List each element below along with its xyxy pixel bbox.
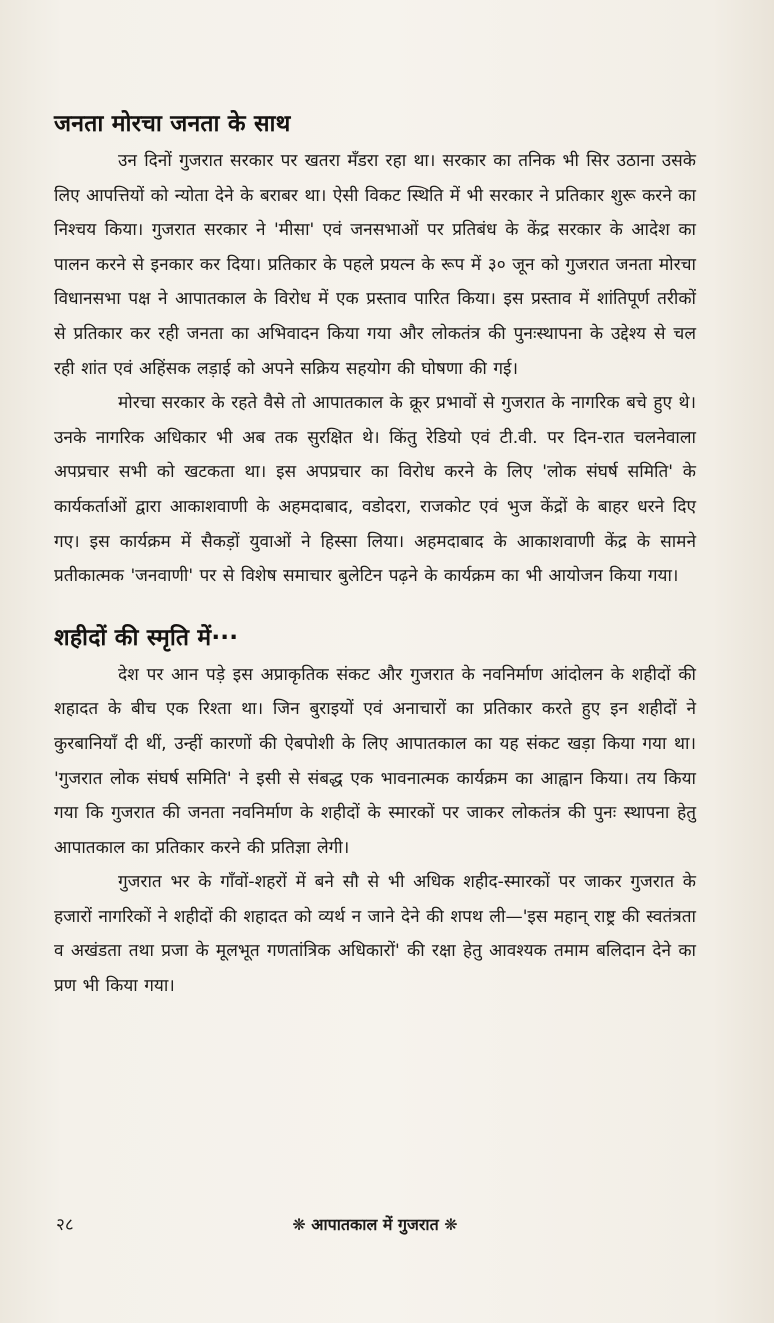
page-body — [54, 108, 696, 1004]
paragraph-3: देश पर आन पड़े इस अप्राकृतिक संकट और गुजरात के नवनिर्माण आंदोलन के शहीदों की शहादत के बीच एक रिश्ता था। जिन बुराइयों एवं अनाचारों का प्रतिकार करते हुए इन शहीदों ने कुरबानियाँ दी थीं, उन्हीं कारणों की ऐबपोशी के लिए आपातकाल का यह संकट खड़ा किया गया था। 'गुजरात लोक संघर्ष समिति' ने इसी से संबद्ध एक भावनात्मक कार्यक्रम का आह्वान किया। तय किया गया कि गुजरात की जनता नवनिर्माण के शहीदों के स्मारकों पर जाकर लोकतंत्र की पुनः स्थापना हेतु आपातकाल का प्रतिकार करने की प्रतिज्ञा लेगी। — [54, 664, 696, 858]
paragraph-4: गुजरात भर के गाँवों-शहरों में बने सौ से भी अधिक शहीद-स्मारकों पर जाकर गुजरात के हजारों नागरिकों ने शहीदों की शहादत को व्यर्थ न जाने देने की शपथ ली—'इस महान् राष्ट्र की स्वतंत्रता व अखंडता तथा प्रजा के मूलभूत गणतांत्रिक अधिकारों' की रक्षा हेतु आवश्यक तमाम बलिदान देने का प्रण भी किया गया। — [54, 872, 696, 997]
paragraph-1: उन दिनों गुजरात सरकार पर खतरा मँडरा रहा था। सरकार का तनिक भी सिर उठाना उसके लिए आपत्तियों को न्योता देने के बराबर था। ऐसी विकट स्थिति में भी सरकार ने प्रतिकार शुरू करने का निश्चय किया। गुजरात सरकार ने 'मीसा' एवं जनसभाओं पर प्रतिबंध के केंद्र सरकार के आदेश का पालन करने से इनकार कर दिया। प्रतिकार के पहले प्रयत्न के रूप में ३० जून को गुजरात जनता मोरचा विधानसभा पक्ष ने आपातकाल के विरोध में एक प्रस्ताव पारित किया। इस प्रस्ताव में शांतिपूर्ण तरीकों से प्रतिकार कर रही जनता का अभिवादन किया गया और लोकतंत्र की पुनःस्थापना के उद्देश्य से चल रही शांत एवं अहिंसक लड़ाई को अपने सक्रिय सहयोग की घोषणा की गई। — [54, 151, 696, 379]
section-spacer — [54, 594, 696, 622]
section-heading-janata-morcha: जनता मोरचा जनता के साथ — [54, 111, 291, 137]
section-heading-shahid-smriti: शहीदों की स्मृति में··· — [54, 624, 239, 651]
paragraph-2: मोरचा सरकार के रहते वैसे तो आपातकाल के क्रूर प्रभावों से गुजरात के नागरिक बचे हुए थे। उनके नागरिक अधिकार भी अब तक सुरक्षित थे। किंतु रेडियो एवं टी.वी. पर दिन-रात चलनेवाला अपप्रचार सभी को खटकता था। इस अपप्रचार का विरोध करने के लिए 'लोक संघर्ष समिति' के कार्यकर्ताओं द्वारा आकाशवाणी के अहमदाबाद, वडोदरा, राजकोट एवं भुज केंद्रों के बाहर धरने दिए गए। इस कार्यक्रम में सैकड़ों युवाओं ने हिस्सा लिया। अहमदाबाद के आकाशवाणी केंद्र के सामने प्रतीकात्मक 'जनवाणी' पर से विशेष समाचार बुलेटिन पढ़ने के कार्यक्रम का भी आयोजन किया गया। — [54, 393, 696, 587]
page-footer — [54, 1210, 696, 1240]
running-title: ❋ आपातकाल में गुजरात ❋ — [292, 1215, 458, 1234]
page-number: २८ — [56, 1215, 74, 1235]
